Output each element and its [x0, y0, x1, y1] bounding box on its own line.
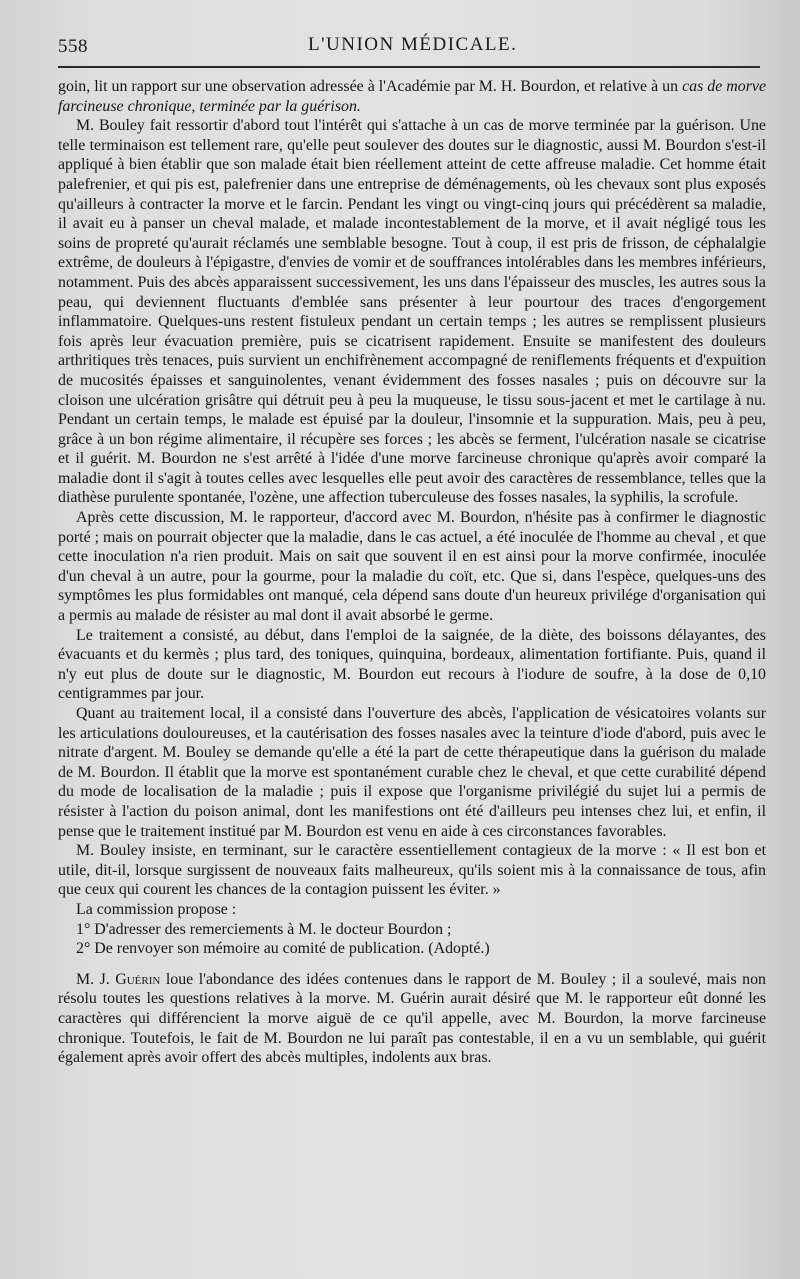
proposal-item-1: 1° D'adresser des remerciements à M. le docteur Bourdon ;	[76, 920, 452, 938]
page-header	[58, 32, 758, 60]
header-rule	[58, 66, 760, 68]
page-number: 558	[58, 36, 88, 57]
article-body	[58, 77, 766, 1068]
paragraph-case-description: M. Bouley fait ressortir d'abord tout l'intérêt qui s'attache à un cas de morve terminée par la guérison. Une telle terminaison est tellement rare, qu'elle peut soulever des doutes sur le diagnostic, aussi M. Bourdon s'est-il appliqué à bien établir que son malade était bien réellement atteint de cette affreuse maladie. Cet homme était palefrenier, et qui pis est, palefrenier dans une entreprise de déménagements, où les chevaux sont plus exposés qu'ailleurs à contracter la morve et le farcin. Pendant les vingt ou vingt-cinq jours qui précédèrent sa maladie, il avait eu à panser un cheval malade, et malade incontestablement de la morve, et il avait négligé tous les soins de propreté qu'aurait réclamés une semblable besogne. Tout à coup, il est pris de frisson, de céphalalgie extrême, de douleurs à l'épigastre, d'envies de vomir et de souffrances intolérables dans les membres inférieurs, notamment. Puis des abcès apparaissent successivement, les uns dans l'épaisseur des muscles, les autres sous la peau, qui deviennent fluctuants d'emblée sans présenter à leur pourtour des traces d'engorgement inflammatoire. Quelques-uns restent fistuleux pendant un certain temps ; les autres se remplissent plusieurs fois après leur évacuation première, puis se cicatrisent rapidement. Ensuite se manifestent des douleurs arthritiques très tenaces, puis survient un enchifrènement accompagné de reniflements fréquents et d'expuition de mucosités épaisses et sanguinolentes, venant évidemment des fosses nasales ; puis on découvre sur la cloison une ulcération grisâtre qui détruit peu à peu la muqueuse, le tissu sous-jacent et met le cartilage à nu. Pendant un certain temps, le malade est épuisé par la douleur, l'insomnie et la suppuration. Mais, peu à peu, grâce à un bon régime alimentaire, il récupère ses forces ; les abcès se ferment, l'ulcération nasale se cicatrise et il guérit. M. Bourdon ne s'est arrêté à l'idée d'une morve farcineuse chronique qu'après avoir comparé la maladie dont il s'agit à toutes celles avec lesquelles elle peut avoir des caractères de ressemblance, telles que la diathèse purulente spontanée, l'ozène, une affection tuberculeuse des fosses nasales, la syphilis, la scrofule.	[58, 117, 766, 507]
commission-proposes: La commission propose :	[76, 900, 237, 918]
section-gap	[58, 959, 766, 970]
intro-text: goin, lit un rapport sur une observation adressée à l'Académie par M. H. Bourdon, et relative à un	[58, 78, 683, 95]
paragraph-guerin	[58, 970, 766, 1068]
paragraph-diagnosis: Après cette discussion, M. le rapporteur, d'accord avec M. Bourdon, n'hésite pas à confirmer le diagnostic porté ; mais on pourrait objecter que la maladie, dans le cas actuel, a été inoculée de l'homme au cheval , et que cette inoculation n'a rien produit. Mais on sait que souvent il en est ainsi pour la morve confirmée, inoculée d'un cheval à un autre, pour la gourme, pour la maladie du coït, etc. Que si, dans l'espèce, quelques-uns des symptômes les plus formidables ont manqué, cela dépend sans doute d'un heureux privilége d'organisation qui a permis au malade de résister au mal dont il avait absorbé le germe.	[58, 509, 766, 625]
running-head: L'UNION MÉDICALE.	[308, 34, 518, 55]
intro-italic-title: cas de morve farcineuse chronique, terminée par la guérison.	[58, 78, 767, 115]
guerin-text: loue l'abondance des idées contenues dans le rapport de M. Bouley ; il a soulevé, mais non résolu toutes les questions relatives à la morve. M. Guérin aurait désiré que M. le rapporteur eût donné les caractères qui différencient la morve aiguë de ce qu'il appelle, avec M. Bourdon, la morve farcineuse chronique. Toutefois, le fait de M. Bourdon ne lui paraît pas contestable, il en a vu un semblable, qui guérit également après avoir offert des abcès multiples, indolents aux bras.	[58, 970, 766, 1067]
guerin-prefix: M. J.	[76, 970, 116, 988]
proposal-item-2: 2° De renvoyer son mémoire au comité de publication. (Adopté.)	[76, 940, 490, 958]
paragraph-report-intro	[58, 77, 766, 116]
paragraph-local-treatment: Quant au traitement local, il a consisté dans l'ouverture des abcès, l'application de vésicatoires volants sur les articulations douloureuses, et la cautérisation des fosses nasales avec la teinture d'iode d'abord, puis avec le nitrate d'argent. M. Bouley se demande qu'elle a été la part de cette thérapeutique dans la guérison du malade de M. Bourdon. Il établit que la morve est spontanément curable chez le cheval, et que cette curabilité dépend du mode de localisation de la maladie ; puis il expose que l'organisme privilégié du sujet lui a permis de résister à l'action du poison animal, dont les manifestions ont été d'ailleurs peu intenses chez lui, et enfin, il pense que le traitement institué par M. Bourdon est venu en aide à ces circonstances favorables.	[58, 705, 766, 840]
paragraph-contagion: M. Bouley insiste, en terminant, sur le caractère essentiellement contagieux de la morve : « Il est bon et utile, dit-il, lorsque surgissent de nouveaux faits malheureux, qu'ils soient mis à la connaissance de tous, afin que ceux qui courent les chances de la contagion puissent les éviter. »	[58, 842, 766, 899]
paragraph-treatment: Le traitement a consisté, au début, dans l'emploi de la saignée, de la diète, des boissons délayantes, des évacuants et du kermès ; plus tard, des toniques, quinquina, bordeaux, alimentation fortifiante. Puis, quand il n'y eut plus de doute sur le diagnostic, M. Bourdon eut recours à l'iodure de soufre, à la dose de 0,10 centigrammes par jour.	[58, 626, 766, 703]
speaker-name: Guérin	[115, 970, 161, 988]
